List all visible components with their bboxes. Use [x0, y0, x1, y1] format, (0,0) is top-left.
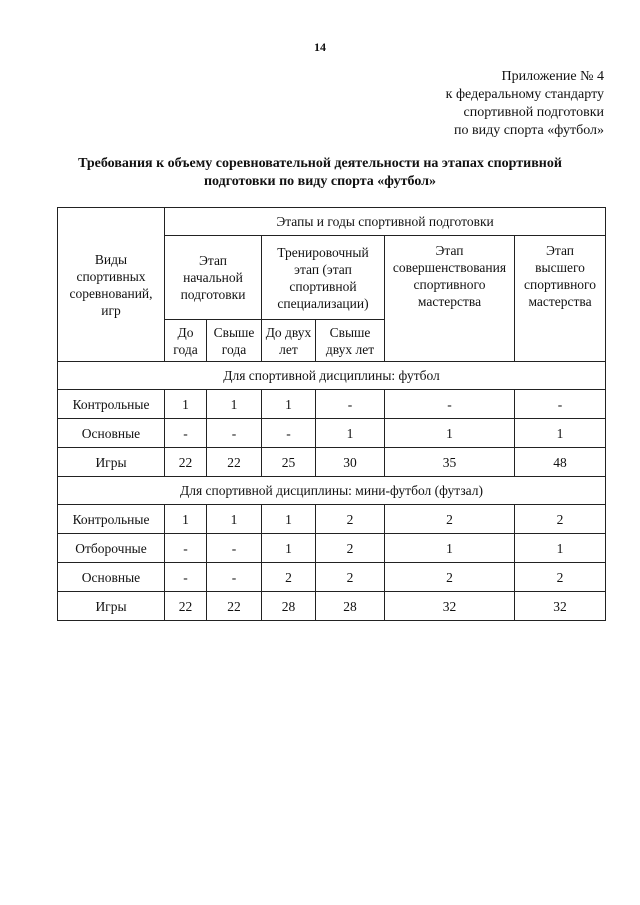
cell: 1 — [262, 534, 316, 563]
title-line: Требования к объему соревновательной деятельности на этапах спортивной — [78, 156, 562, 171]
appendix-line: Приложение № 4 — [501, 69, 604, 84]
stage-training-header: Тренировочный этап (этап спортивной специализации) — [262, 236, 385, 320]
competition-kinds-header: Виды спортивных соревнований, игр — [58, 208, 165, 362]
page-number: 14 — [314, 40, 326, 54]
cell: 1 — [515, 534, 606, 563]
cell: - — [207, 534, 262, 563]
cell: 1 — [385, 534, 515, 563]
cell: - — [165, 534, 207, 563]
cell: 35 — [385, 448, 515, 477]
cell: - — [207, 419, 262, 448]
row-label: Контрольные — [58, 390, 165, 419]
cell: 22 — [207, 448, 262, 477]
appendix-block — [446, 68, 604, 140]
cell: 22 — [165, 592, 207, 621]
document-title — [40, 155, 600, 191]
table-row — [58, 534, 606, 563]
appendix-line: спортивной подготовки — [463, 105, 604, 120]
cell: 1 — [262, 505, 316, 534]
cell: 2 — [515, 563, 606, 592]
cell: - — [316, 390, 385, 419]
sub-header-over-two-years: Свыше двух лет — [316, 320, 385, 362]
cell: 1 — [515, 419, 606, 448]
cell: 1 — [165, 390, 207, 419]
cell: 25 — [262, 448, 316, 477]
cell: - — [207, 563, 262, 592]
cell: 1 — [207, 505, 262, 534]
table-row — [58, 563, 606, 592]
cell: 1 — [262, 390, 316, 419]
cell: 28 — [316, 592, 385, 621]
cell: 2 — [515, 505, 606, 534]
stage-improvement-header: Этап совершенствования спортивного мастерства — [385, 236, 515, 362]
sub-header-over-year: Свыше года — [207, 320, 262, 362]
cell: 2 — [385, 505, 515, 534]
cell: - — [165, 419, 207, 448]
cell: 2 — [385, 563, 515, 592]
appendix-line: к федеральному стандарту — [445, 87, 604, 102]
appendix-line: по виду спорта «футбол» — [453, 123, 604, 138]
cell: - — [262, 419, 316, 448]
section-title-futsal: Для спортивной дисциплины: мини-футбол (футзал) — [58, 477, 606, 505]
row-label: Отборочные — [58, 534, 165, 563]
cell: - — [515, 390, 606, 419]
cell: 32 — [385, 592, 515, 621]
cell: 2 — [316, 563, 385, 592]
cell: 1 — [385, 419, 515, 448]
cell: 22 — [207, 592, 262, 621]
stages-header: Этапы и годы спортивной подготовки — [165, 208, 606, 236]
row-label: Контрольные — [58, 505, 165, 534]
table-row — [58, 419, 606, 448]
row-label: Игры — [58, 448, 165, 477]
sub-header-up-to-year: До года — [165, 320, 207, 362]
cell: - — [385, 390, 515, 419]
cell: 32 — [515, 592, 606, 621]
sub-header-up-to-two-years: До двух лет — [262, 320, 316, 362]
row-label: Основные — [58, 563, 165, 592]
cell: 22 — [165, 448, 207, 477]
cell: 2 — [316, 505, 385, 534]
table-row — [58, 390, 606, 419]
cell: 30 — [316, 448, 385, 477]
cell: 2 — [316, 534, 385, 563]
stage-initial-header: Этап начальной подготовки — [165, 236, 262, 320]
table-row — [58, 592, 606, 621]
table-row — [58, 505, 606, 534]
cell: 2 — [262, 563, 316, 592]
cell: 1 — [207, 390, 262, 419]
cell: 28 — [262, 592, 316, 621]
table-row — [58, 448, 606, 477]
cell: 1 — [165, 505, 207, 534]
requirements-table — [57, 207, 606, 621]
cell: - — [165, 563, 207, 592]
cell: 1 — [316, 419, 385, 448]
row-label: Основные — [58, 419, 165, 448]
row-label: Игры — [58, 592, 165, 621]
title-line: подготовки по виду спорта «футбол» — [203, 174, 436, 189]
stage-highest-header: Этап высшего спортивного мастерства — [515, 236, 606, 362]
cell: 48 — [515, 448, 606, 477]
section-title-football: Для спортивной дисциплины: футбол — [58, 362, 606, 390]
